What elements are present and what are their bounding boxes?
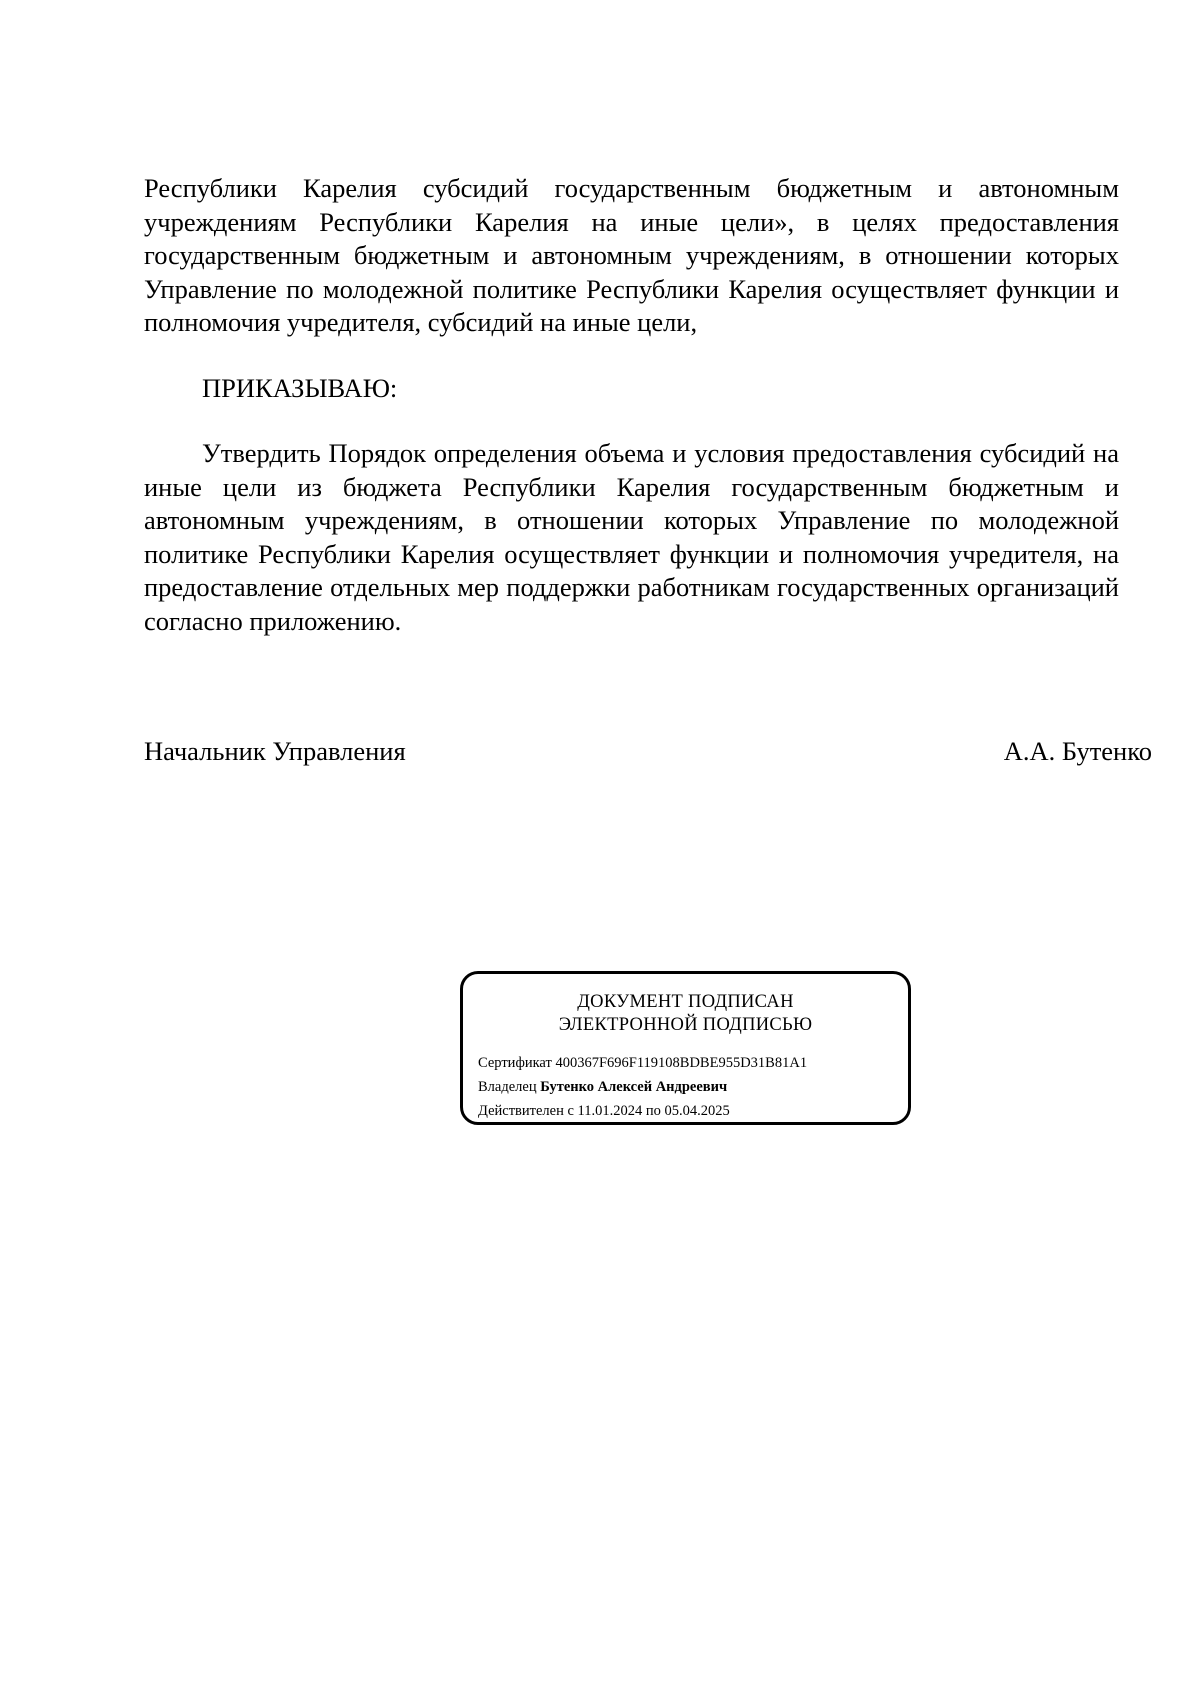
valid-to-label: по [645,1103,661,1119]
electronic-signature-stamp [460,971,911,1125]
order-word: ПРИКАЗЫВАЮ: [202,373,398,403]
stamp-validity-line [478,1099,807,1123]
valid-from: 11.01.2024 [577,1103,643,1119]
stamp-owner-line [478,1075,807,1099]
stamp-title-line-2: ЭЛЕКТРОННОЙ ПОДПИСЬЮ [558,1015,813,1035]
stamp-certificate-line [478,1051,807,1075]
valid-to: 05.04.2025 [664,1103,730,1119]
signer-position: Начальник Управления [144,736,406,766]
preamble-paragraph: Республики Карелия субсидий государственным бюджетным и автономным учреждениям Республики Карелия на иные цели», в целях предоставления государственным бюджетным и автономным учреждениям, в отношении которых Управление по молодежной политике Республики Карелия осуществляет функции и полномочия учредителя, субсидий на иные цели, [144,173,1119,338]
stamp-details [478,1051,807,1123]
order-paragraph: Утвердить Порядок определения объема и условия предоставления субсидий на иные цели из бюджета Республики Карелия государственным бюджетным и автономным учреждениям, в отношении которых Управление по молодежной политике Республики Карелия осуществляет функции и полномочия учредителя, на предоставление отдельных мер поддержки работникам государственных организаций согласно приложению. [144,438,1119,636]
owner-value: Бутенко Алексей Андреевич [540,1079,728,1095]
valid-label: Действителен с [478,1103,574,1119]
stamp-title [463,991,908,1037]
stamp-title-line-1: ДОКУМЕНТ ПОДПИСАН [577,992,794,1012]
signer-name: А.А. Бутенко [1003,736,1152,766]
certificate-label: Сертификат [478,1055,552,1071]
certificate-value: 400367F696F119108BDBE955D31B81A1 [555,1055,808,1071]
owner-label: Владелец [478,1079,537,1095]
